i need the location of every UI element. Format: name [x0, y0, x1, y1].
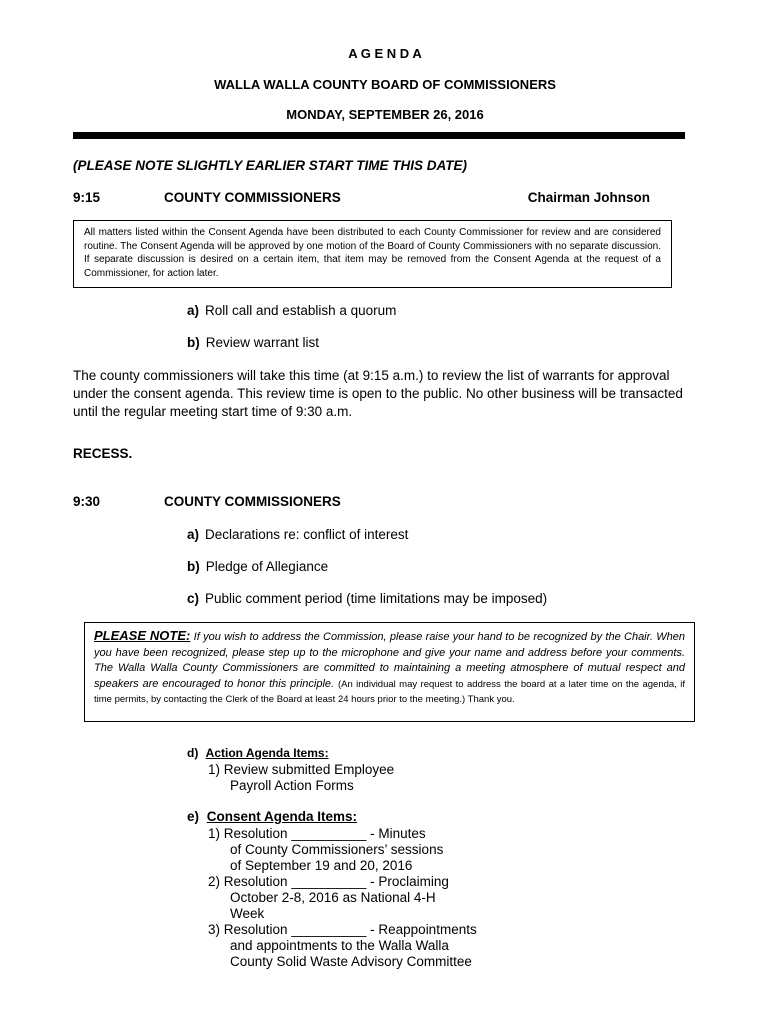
session1-item-b	[187, 335, 319, 350]
session2-time: 9:30	[73, 494, 101, 509]
item-label: c)	[187, 591, 200, 606]
item-text: Roll call and establish a quorum	[205, 303, 397, 318]
item-number: 1)	[208, 762, 221, 777]
consent-agenda-notice-box: All matters listed within the Consent Agenda have been distributed to each County Commissioner for review and are considered routine. The Consent Agenda will be approved by one motion of the Board of County Commissioners with no separate discussion. If separate discussion is desired on a certain item, that item may be removed from the Consent Agenda at the request of a Commissioner, for action later.	[73, 220, 672, 288]
public-comment-note-box	[84, 622, 695, 722]
session2-title: COUNTY COMMISSIONERS	[164, 494, 341, 509]
session1-time: 9:15	[73, 190, 101, 205]
action-item-1	[208, 762, 394, 794]
item-line: Review submitted Employee	[223, 762, 395, 777]
item-line: Resolution __________ - Reappointments	[223, 922, 477, 937]
consent-item-2	[208, 874, 477, 922]
note-plain-text: (An individual may request to address the board at a later time on the agenda, if time permits, by contacting the Clerk of the Board at least 24 hours prior to the meeting.) Thank you.	[94, 678, 686, 705]
item-line: Payroll Action Forms	[230, 778, 354, 793]
item-number: 3)	[208, 922, 221, 937]
consent-agenda-title: Consent Agenda Items:	[206, 809, 358, 824]
please-note-label: PLEASE NOTE:	[94, 628, 191, 643]
session2-item-c	[187, 591, 547, 606]
action-agenda-heading	[187, 746, 329, 760]
consent-agenda-heading	[187, 809, 357, 824]
item-line: County Solid Waste Advisory Committee	[230, 954, 472, 969]
action-agenda-title: Action Agenda Items:	[205, 746, 329, 760]
item-line: Resolution __________ - Proclaiming	[223, 874, 449, 889]
meeting-date: MONDAY, SEPTEMBER 26, 2016	[286, 107, 484, 122]
session1-item-a	[187, 303, 396, 318]
item-label: a)	[187, 527, 200, 542]
start-time-notice: (PLEASE NOTE SLIGHTLY EARLIER START TIME THIS DATE)	[73, 158, 468, 173]
item-text: Pledge of Allegiance	[205, 559, 329, 574]
item-label: e)	[187, 809, 200, 824]
session1-title: COUNTY COMMISSIONERS	[164, 190, 341, 205]
item-label: b)	[187, 335, 200, 350]
item-label: a)	[187, 303, 200, 318]
warrant-review-paragraph: The county commissioners will take this time (at 9:15 a.m.) to review the list of warrants for approval under the consent agenda. This review time is open to the public. No other business will be transacted until the regular meeting start time of 9:30 a.m.	[73, 368, 683, 419]
item-text: Review warrant list	[205, 335, 320, 350]
item-text: Declarations re: conflict of interest	[205, 527, 409, 542]
item-text: Public comment period (time limitations may be imposed)	[205, 591, 548, 606]
chairman-name: Chairman Johnson	[527, 190, 650, 205]
consent-item-3	[208, 922, 477, 970]
board-title: WALLA WALLA COUNTY BOARD OF COMMISSIONERS	[214, 77, 556, 92]
consent-item-1	[208, 826, 477, 874]
session2-item-b	[187, 559, 328, 574]
item-line: Week	[230, 906, 265, 921]
item-line: October 2-8, 2016 as National 4-H	[230, 890, 436, 905]
item-number: 2)	[208, 874, 221, 889]
item-number: 1)	[208, 826, 221, 841]
recess-label: RECESS.	[73, 446, 133, 461]
session2-item-a	[187, 527, 408, 542]
item-label: b)	[187, 559, 200, 574]
item-label: d)	[187, 746, 199, 760]
item-line: of County Commissioners’ sessions	[230, 842, 444, 857]
item-line: of September 19 and 20, 2016	[230, 858, 413, 873]
agenda-heading: A G E N D A	[348, 46, 422, 61]
item-line: and appointments to the Walla Walla	[230, 938, 449, 953]
note-italic-text: If you wish to address the Commission, please raise your hand to be recognized by the Chair. When you have been recognized, please step up to the microphone and give your name and address before your comments. The Walla Walla County Commissioners are committed to maintaining a meeting atmosphere of mutual respect and speakers are encouraged to honor this principle.	[94, 631, 685, 690]
consent-items-list	[208, 826, 477, 970]
header-divider	[73, 132, 685, 139]
item-line: Resolution __________ - Minutes	[223, 826, 426, 841]
